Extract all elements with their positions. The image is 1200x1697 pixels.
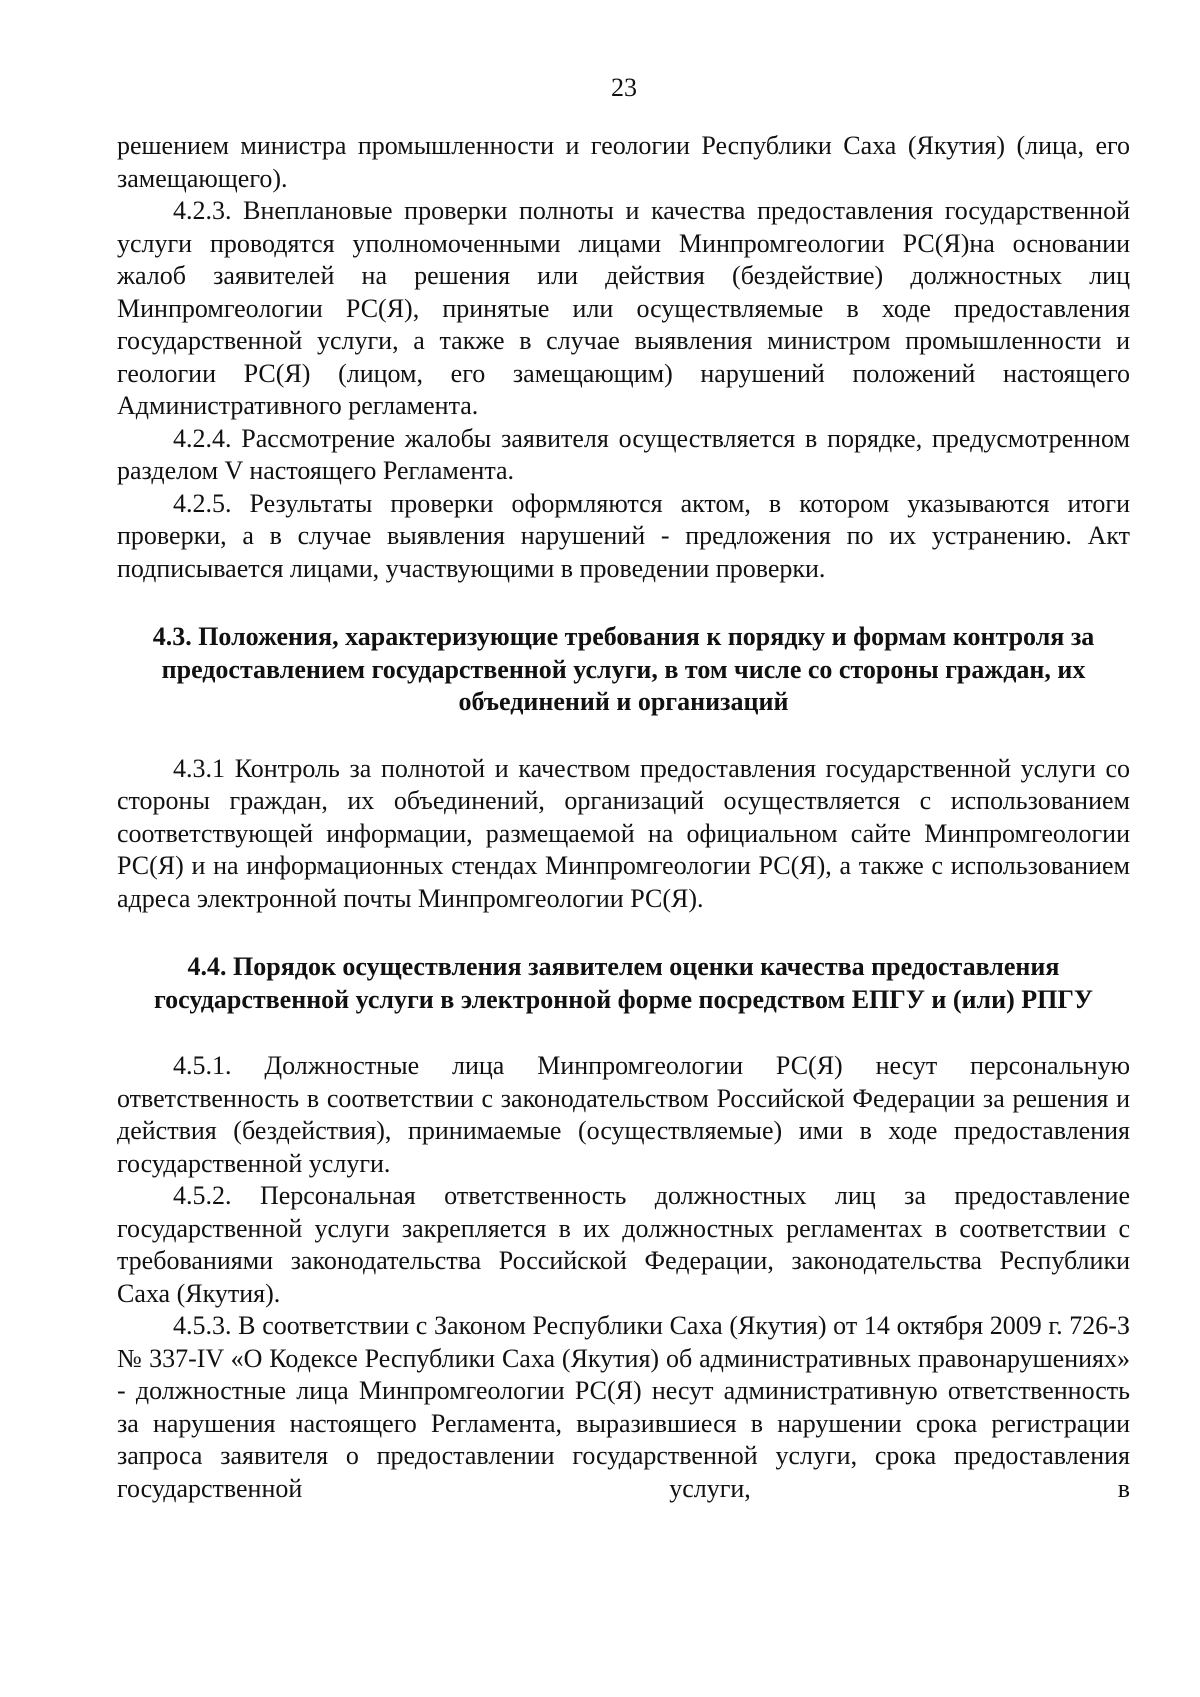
page-number: 23	[611, 73, 637, 102]
paragraph-4-5-2: 4.5.2. Персональная ответственность должностных лиц за предоставление государственной услуги закрепляется в их должностных регламентах в соответствии с требованиями законодательства Российской Федерации, законодательства Республики Саха (Якутия).	[117, 1181, 1130, 1308]
spacer	[117, 719, 1130, 753]
paragraph-4-5-1: 4.5.1. Должностные лица Минпромгеологии РС(Я) несут персональную ответственность в соответствии с законодательством Российской Федерации за решения и действия (бездействия), принимаемые (осуществляемые) ими в ходе предоставления государственной услуги.	[117, 1051, 1130, 1178]
paragraph-4-3-1: 4.3.1 Контроль за полнотой и качеством предоставления государственной услуги со стороны граждан, их объединений, организаций осуществляется с использованием соответствующей информации, размещаемой на официальном сайте Минпромгеологии РС(Я) и на информационных стендах Минпромгеологии РС(Я), а также с использованием адреса электронной почты Минпромгеологии РС(Я).	[117, 753, 1130, 913]
paragraph-4-2-5: 4.2.5. Результаты проверки оформляются актом, в котором указываются итоги проверки, а в случае выявления нарушений - предложения по их устранению. Акт подписывается лицами, участвующими в проведении проверки.	[117, 488, 1130, 583]
document-body	[117, 130, 1130, 1505]
spacer	[117, 1016, 1130, 1050]
spacer	[117, 915, 1130, 951]
paragraph-continuation: решением министра промышленности и геологии Республики Саха (Якутия) (лица, его замещающего).	[117, 131, 1130, 193]
spacer	[117, 585, 1130, 621]
paragraph-4-5-3: 4.5.3. В соответствии с Законом Республики Саха (Якутия) от 14 октября 2009 г. 726-З № 337-IV «О Кодексе Республики Саха (Якутия) об административных правонарушениях» - должностные лица Минпромгеологии РС(Я) несут административную ответственность за нарушения настоящего Регламента, выразившиеся в нарушении срока регистрации запроса заявителя о предоставлении государственной услуги, срока предоставления государственной услуги, в	[117, 1311, 1130, 1503]
paragraph-4-2-3: 4.2.3. Внеплановые проверки полноты и качества предоставления государственной услуги проводятся уполномоченными лицами Минпромгеологии РС(Я)на основании жалоб заявителей на решения или действия (бездействие) должностных лиц Минпромгеологии РС(Я), принятые или осуществляемые в ходе предоставления государственной услуги, а также в случае выявления министром промышленности и геологии РС(Я) (лицом, его замещающим) нарушений положений настоящего Административного регламента.	[117, 196, 1130, 420]
paragraph-4-2-4: 4.2.4. Рассмотрение жалобы заявителя осуществляется в порядке, предусмотренном разделом V настоящего Регламента.	[117, 423, 1130, 485]
section-heading-4-3: 4.3. Положения, характеризующие требования к порядку и формам контроля за предоставлением государственной услуги, в том числе со стороны граждан, их объединений и организаций	[152, 622, 1095, 716]
section-heading-4-4: 4.4. Порядок осуществления заявителем оценки качества предоставления государственной услуги в электронной форме посредством ЕПГУ и (или) РПГУ	[154, 952, 1093, 1014]
